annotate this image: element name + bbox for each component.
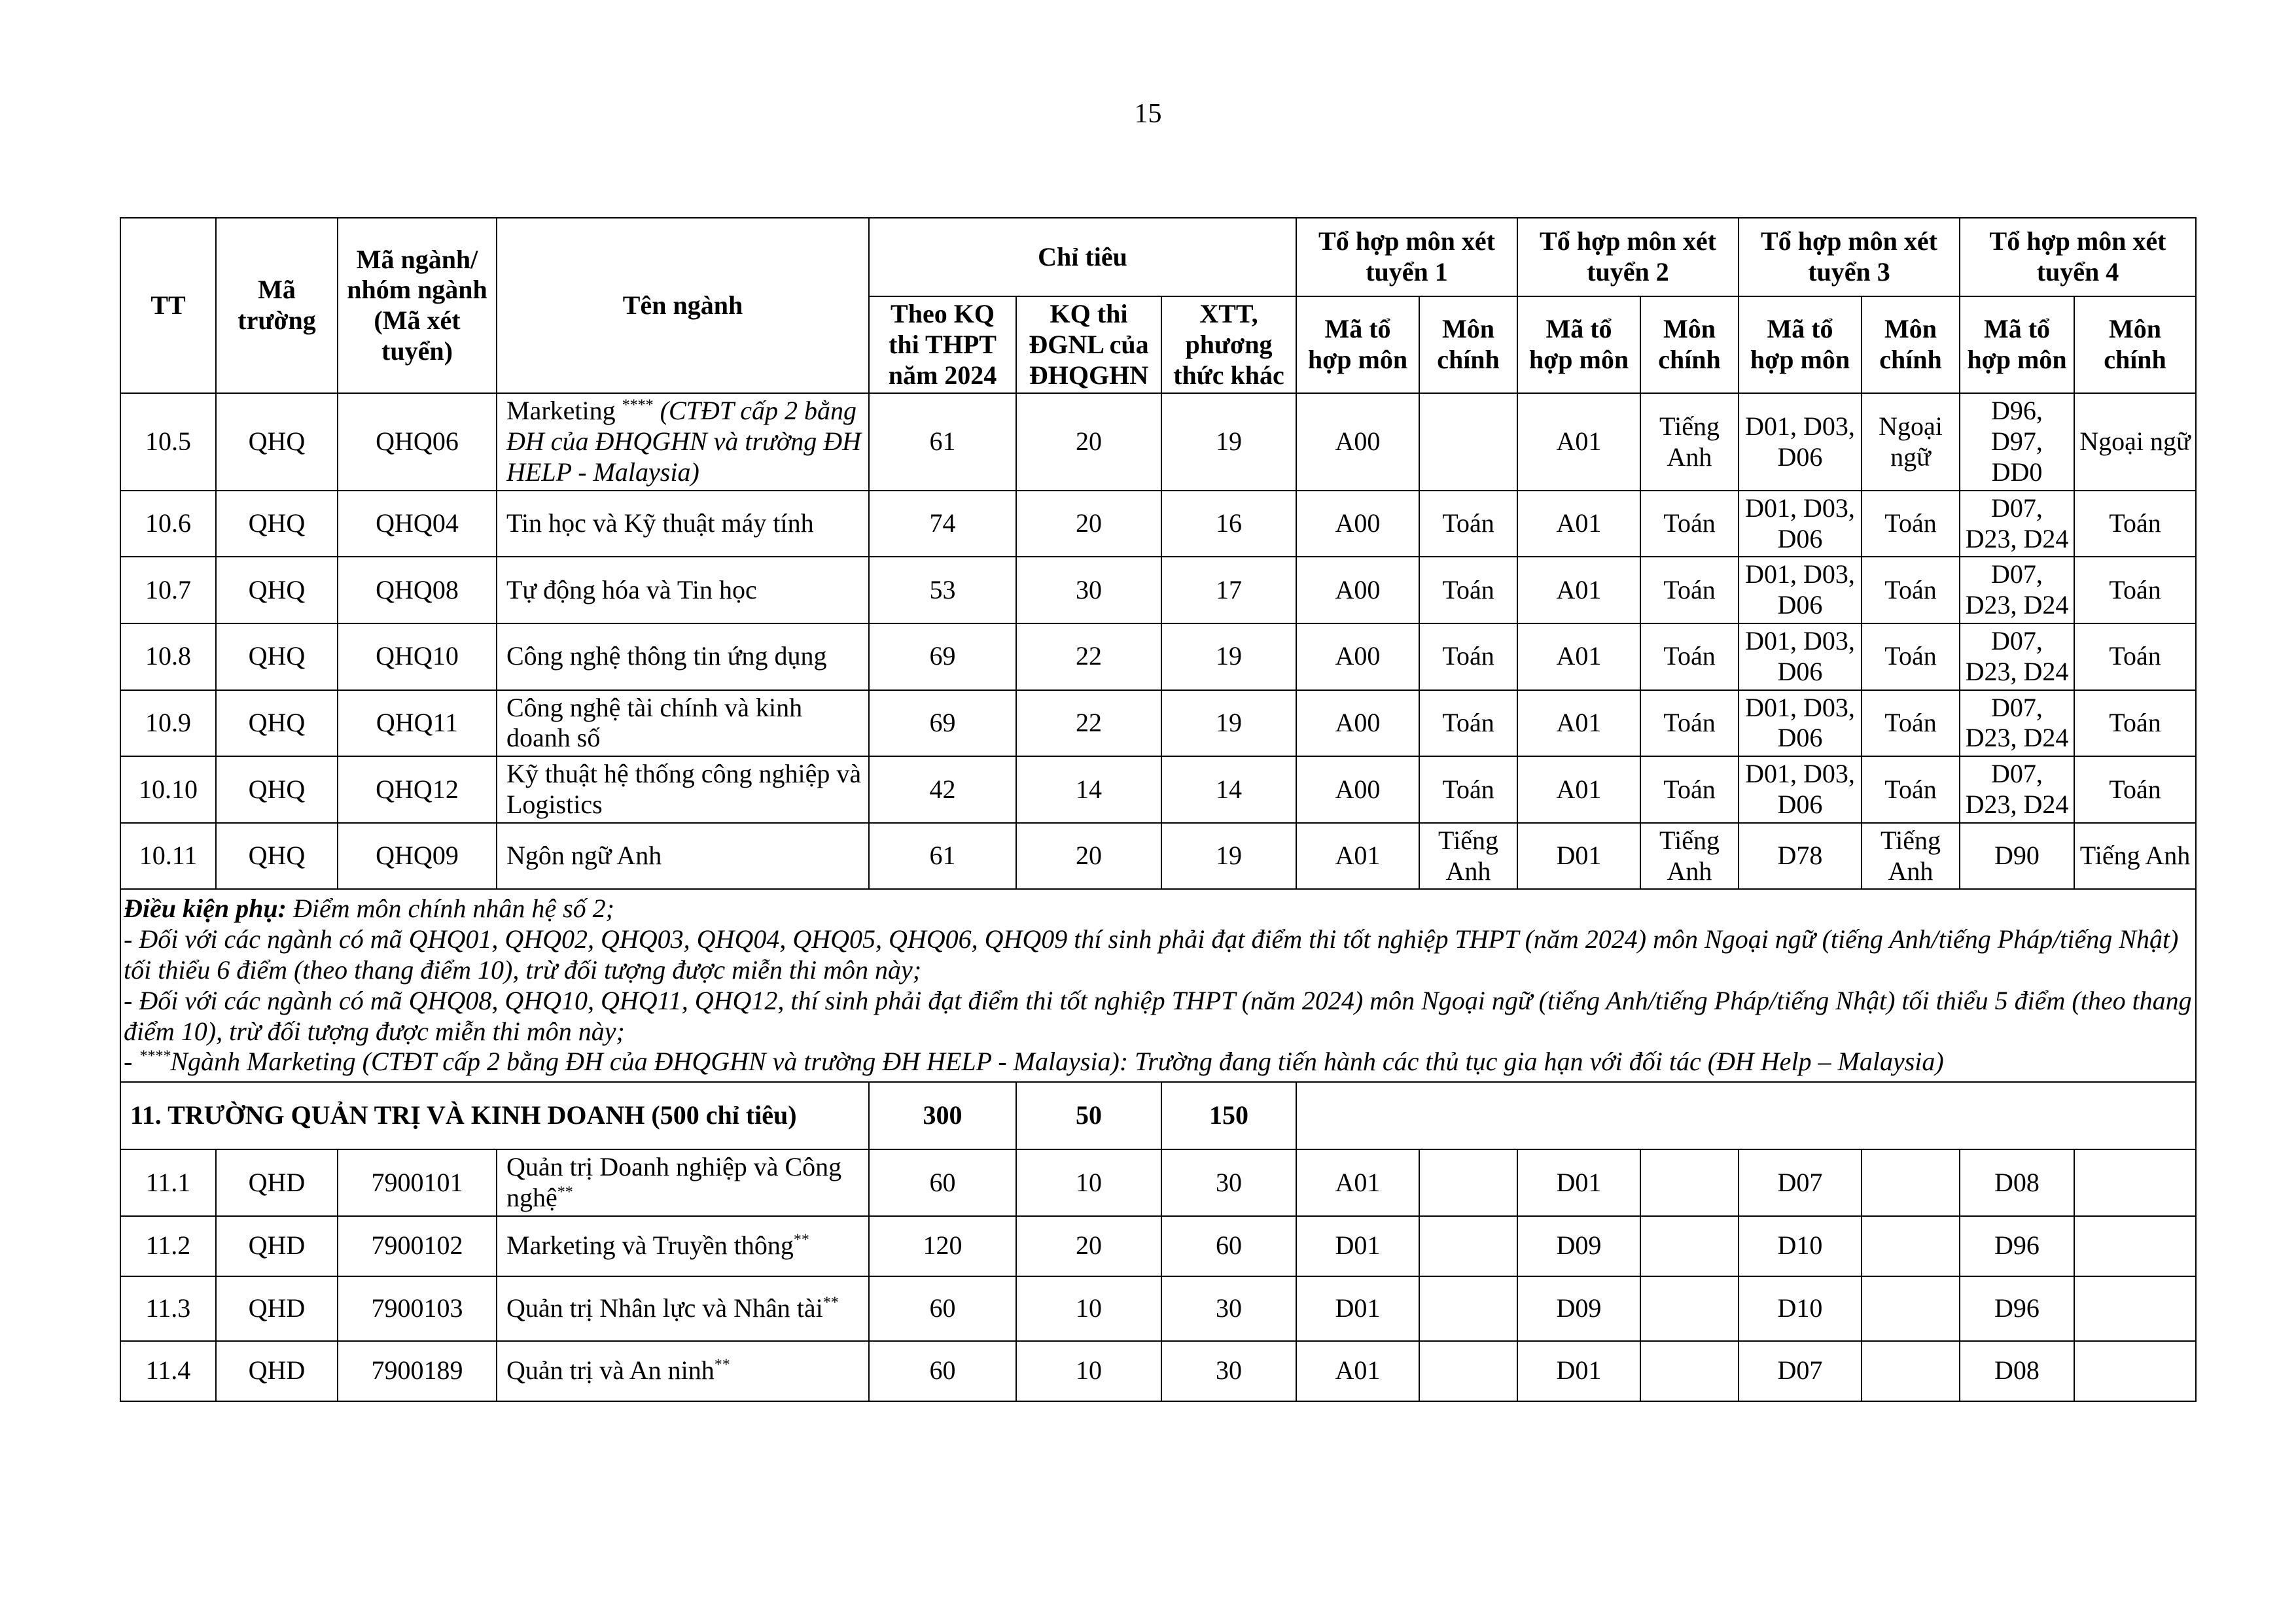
cell-combo-1: D01 xyxy=(1296,1216,1419,1276)
major-name-text: Quản trị Nhân lực và Nhân tài xyxy=(506,1293,823,1323)
notes-text: - xyxy=(124,1047,139,1077)
table-row xyxy=(120,823,2196,890)
cell-school: QHQ xyxy=(216,756,338,823)
header-quota-thpt: Theo KQ thi THPT năm 2024 xyxy=(869,296,1016,393)
header-main-subject: Môn chính xyxy=(2074,296,2196,393)
cell-tt: 10.6 xyxy=(120,491,216,557)
table-row xyxy=(120,491,2196,557)
cell-main-3 xyxy=(1862,1276,1960,1341)
cell-combo-4: D08 xyxy=(1960,1149,2074,1216)
cell-main-3: Tiếng Anh xyxy=(1862,823,1960,890)
header-main-subject: Môn chính xyxy=(1640,296,1739,393)
cell-combo-4: D07, D23, D24 xyxy=(1960,557,2074,623)
cell-combo-1: D01 xyxy=(1296,1276,1419,1341)
cell-major-name xyxy=(497,393,869,490)
cell-tt: 10.10 xyxy=(120,756,216,823)
cell-code: QHQ10 xyxy=(338,623,497,690)
section-row xyxy=(120,1082,2196,1149)
cell-tt: 11.3 xyxy=(120,1276,216,1341)
cell-combo-3: D10 xyxy=(1739,1276,1862,1341)
section-thpt: 300 xyxy=(869,1082,1016,1149)
cell-main-3: Toán xyxy=(1862,756,1960,823)
cell-major-name: Kỹ thuật hệ thống công nghiệp và Logistics xyxy=(497,756,869,823)
cell-combo-2: A01 xyxy=(1517,623,1640,690)
cell-main-2: Toán xyxy=(1640,690,1739,757)
cell-main-1 xyxy=(1419,1276,1517,1341)
table-row xyxy=(120,1149,2196,1216)
major-name-text: Quản trị Doanh nghiệp và Công nghệ xyxy=(506,1152,842,1212)
section-empty xyxy=(1296,1082,2196,1149)
cell-major-name xyxy=(497,1216,869,1276)
cell-xtt: 19 xyxy=(1161,690,1296,757)
footnote-mark: ** xyxy=(793,1231,809,1249)
notes-line: - Đối với các ngành có mã QHQ08, QHQ10, QHQ11, QHQ12, thí sinh phải đạt điểm thi tốt nghiệp THPT (năm 2024) môn Ngoại ngữ (tiếng Anh/tiếng Pháp/tiếng Nhật) tối thiểu 5 điểm (theo thang điểm 10), trừ đối tượng được miễn thi môn này; xyxy=(124,985,2192,1046)
footnote-mark: ** xyxy=(557,1183,573,1201)
cell-dgnl: 10 xyxy=(1016,1149,1161,1216)
cell-combo-2: D09 xyxy=(1517,1216,1640,1276)
cell-combo-4: D07, D23, D24 xyxy=(1960,623,2074,690)
cell-main-1: Toán xyxy=(1419,557,1517,623)
cell-major-name: Công nghệ tài chính và kinh doanh số xyxy=(497,690,869,757)
cell-main-1: Toán xyxy=(1419,491,1517,557)
header-combo-code: Mã tổ hợp môn xyxy=(1739,296,1862,393)
cell-xtt: 30 xyxy=(1161,1341,1296,1401)
notes-line xyxy=(124,894,2193,924)
cell-thpt: 60 xyxy=(869,1149,1016,1216)
cell-combo-4: D96 xyxy=(1960,1216,2074,1276)
cell-tt: 10.7 xyxy=(120,557,216,623)
cell-main-2: Toán xyxy=(1640,491,1739,557)
cell-code: QHQ04 xyxy=(338,491,497,557)
cell-main-4: Toán xyxy=(2074,491,2196,557)
cell-main-2 xyxy=(1640,1216,1739,1276)
cell-tt: 11.2 xyxy=(120,1216,216,1276)
cell-code: QHQ09 xyxy=(338,823,497,890)
cell-tt: 10.11 xyxy=(120,823,216,890)
cell-combo-4: D90 xyxy=(1960,823,2074,890)
cell-main-3: Toán xyxy=(1862,491,1960,557)
cell-main-3: Ngoại ngữ xyxy=(1862,393,1960,490)
cell-combo-4: D07, D23, D24 xyxy=(1960,690,2074,757)
section-xtt: 150 xyxy=(1161,1082,1296,1149)
cell-school: QHD xyxy=(216,1341,338,1401)
table-row xyxy=(120,393,2196,490)
notes-cell xyxy=(120,889,2196,1082)
cell-tt: 10.9 xyxy=(120,690,216,757)
cell-main-2: Toán xyxy=(1640,756,1739,823)
cell-main-3: Toán xyxy=(1862,623,1960,690)
cell-xtt: 14 xyxy=(1161,756,1296,823)
cell-dgnl: 10 xyxy=(1016,1341,1161,1401)
table-row xyxy=(120,756,2196,823)
cell-main-1 xyxy=(1419,1149,1517,1216)
cell-major-name: Tự động hóa và Tin học xyxy=(497,557,869,623)
cell-code: 7900189 xyxy=(338,1341,497,1401)
cell-combo-3: D10 xyxy=(1739,1216,1862,1276)
cell-main-3: Toán xyxy=(1862,557,1960,623)
header-quota-dgnl: KQ thi ĐGNL của ĐHQGHN xyxy=(1016,296,1161,393)
cell-combo-4: D96, D97, DD0 xyxy=(1960,393,2074,490)
cell-school: QHQ xyxy=(216,690,338,757)
cell-xtt: 30 xyxy=(1161,1149,1296,1216)
cell-main-2: Tiếng Anh xyxy=(1640,393,1739,490)
footnote-mark: ** xyxy=(822,1294,839,1312)
cell-main-3 xyxy=(1862,1149,1960,1216)
cell-combo-2: D01 xyxy=(1517,1149,1640,1216)
header-quota-xtt: XTT, phương thức khác xyxy=(1161,296,1296,393)
cell-combo-1: A00 xyxy=(1296,393,1419,490)
cell-combo-1: A01 xyxy=(1296,1341,1419,1401)
cell-combo-2: A01 xyxy=(1517,393,1640,490)
header-combo-code: Mã tổ hợp môn xyxy=(1517,296,1640,393)
cell-combo-1: A01 xyxy=(1296,823,1419,890)
table-row xyxy=(120,1216,2196,1276)
notes-row xyxy=(120,889,2196,1082)
cell-main-4 xyxy=(2074,1341,2196,1401)
cell-combo-3: D07 xyxy=(1739,1341,1862,1401)
cell-main-2: Toán xyxy=(1640,623,1739,690)
cell-xtt: 19 xyxy=(1161,393,1296,490)
cell-combo-1: A00 xyxy=(1296,756,1419,823)
header-combo-code: Mã tổ hợp môn xyxy=(1296,296,1419,393)
cell-dgnl: 30 xyxy=(1016,557,1161,623)
cell-combo-2: D09 xyxy=(1517,1276,1640,1341)
header-major-code: Mã ngành/ nhóm ngành (Mã xét tuyển) xyxy=(338,218,497,393)
cell-school: QHQ xyxy=(216,491,338,557)
cell-main-4 xyxy=(2074,1276,2196,1341)
cell-thpt: 120 xyxy=(869,1216,1016,1276)
cell-tt: 11.4 xyxy=(120,1341,216,1401)
cell-school: QHD xyxy=(216,1276,338,1341)
cell-combo-3: D01, D03, D06 xyxy=(1739,690,1862,757)
cell-main-1: Tiếng Anh xyxy=(1419,823,1517,890)
cell-dgnl: 14 xyxy=(1016,756,1161,823)
footnote-mark: **** xyxy=(622,397,654,415)
cell-combo-3: D01, D03, D06 xyxy=(1739,491,1862,557)
major-name-text: Marketing và Truyền thông xyxy=(506,1230,794,1261)
cell-combo-2: A01 xyxy=(1517,491,1640,557)
cell-main-4: Toán xyxy=(2074,756,2196,823)
cell-main-1: Toán xyxy=(1419,690,1517,757)
cell-thpt: 61 xyxy=(869,823,1016,890)
table-row xyxy=(120,557,2196,623)
cell-code: QHQ06 xyxy=(338,393,497,490)
cell-major-name xyxy=(497,1341,869,1401)
page-number: 15 xyxy=(1134,99,1162,129)
cell-main-4: Toán xyxy=(2074,623,2196,690)
notes-text: Ngành Marketing (CTĐT cấp 2 bằng ĐH của ĐHQGHN và trường ĐH HELP - Malaysia): Trường đang tiến hành các thủ tục gia hạn với đối tác (ĐH Help – Malaysia) xyxy=(170,1047,1944,1077)
notes-text: Điểm môn chính nhân hệ số 2; xyxy=(286,894,614,924)
cell-tt: 10.5 xyxy=(120,393,216,490)
cell-dgnl: 10 xyxy=(1016,1276,1161,1341)
cell-thpt: 60 xyxy=(869,1276,1016,1341)
cell-xtt: 17 xyxy=(1161,557,1296,623)
header-tt: TT xyxy=(120,218,216,393)
major-name-text: Quản trị và An ninh xyxy=(506,1355,715,1386)
header-combination-2: Tổ hợp môn xét tuyển 2 xyxy=(1517,218,1739,296)
major-name-text: Marketing xyxy=(506,396,616,426)
cell-major-name xyxy=(497,1149,869,1216)
cell-dgnl: 22 xyxy=(1016,623,1161,690)
cell-dgnl: 20 xyxy=(1016,393,1161,490)
cell-xtt: 19 xyxy=(1161,823,1296,890)
cell-code: QHQ08 xyxy=(338,557,497,623)
cell-combo-1: A00 xyxy=(1296,690,1419,757)
header-school-code: Mã trường xyxy=(216,218,338,393)
table-row xyxy=(120,1276,2196,1341)
cell-thpt: 74 xyxy=(869,491,1016,557)
cell-main-4 xyxy=(2074,1216,2196,1276)
cell-combo-2: A01 xyxy=(1517,756,1640,823)
cell-combo-3: D01, D03, D06 xyxy=(1739,756,1862,823)
cell-school: QHQ xyxy=(216,393,338,490)
major-name-note: (CTĐT cấp 2 bằng ĐH của ĐHQGHN và trường ĐH HELP - Malaysia) xyxy=(506,396,862,487)
cell-main-4: Toán xyxy=(2074,690,2196,757)
header-combination-3: Tổ hợp môn xét tuyển 3 xyxy=(1739,218,1960,296)
cell-tt: 11.1 xyxy=(120,1149,216,1216)
cell-main-4 xyxy=(2074,1149,2196,1216)
cell-major-name: Ngôn ngữ Anh xyxy=(497,823,869,890)
cell-main-2: Tiếng Anh xyxy=(1640,823,1739,890)
cell-main-1: Toán xyxy=(1419,756,1517,823)
cell-xtt: 19 xyxy=(1161,623,1296,690)
cell-xtt: 30 xyxy=(1161,1276,1296,1341)
header-major-name: Tên ngành xyxy=(497,218,869,393)
header-combo-code: Mã tổ hợp môn xyxy=(1960,296,2074,393)
cell-thpt: 60 xyxy=(869,1341,1016,1401)
cell-main-1 xyxy=(1419,393,1517,490)
cell-thpt: 69 xyxy=(869,623,1016,690)
header-main-subject: Môn chính xyxy=(1419,296,1517,393)
header-combination-1: Tổ hợp môn xét tuyển 1 xyxy=(1296,218,1517,296)
notes-line xyxy=(124,1047,2193,1077)
table-row xyxy=(120,1341,2196,1401)
cell-combo-4: D07, D23, D24 xyxy=(1960,756,2074,823)
cell-main-4: Ngoại ngữ xyxy=(2074,393,2196,490)
cell-code: 7900102 xyxy=(338,1216,497,1276)
header-main-subject: Môn chính xyxy=(1862,296,1960,393)
footnote-mark: **** xyxy=(139,1048,171,1065)
cell-combo-2: A01 xyxy=(1517,690,1640,757)
cell-combo-3: D78 xyxy=(1739,823,1862,890)
header-combination-4: Tổ hợp môn xét tuyển 4 xyxy=(1960,218,2196,296)
cell-main-2: Toán xyxy=(1640,557,1739,623)
cell-xtt: 16 xyxy=(1161,491,1296,557)
cell-main-3: Toán xyxy=(1862,690,1960,757)
cell-major-name: Công nghệ thông tin ứng dụng xyxy=(497,623,869,690)
footnote-mark: ** xyxy=(714,1356,730,1374)
cell-thpt: 69 xyxy=(869,690,1016,757)
cell-main-1 xyxy=(1419,1341,1517,1401)
cell-school: QHD xyxy=(216,1216,338,1276)
cell-code: QHQ11 xyxy=(338,690,497,757)
cell-thpt: 42 xyxy=(869,756,1016,823)
notes-line: - Đối với các ngành có mã QHQ01, QHQ02, QHQ03, QHQ04, QHQ05, QHQ06, QHQ09 thí sinh phải đạt điểm thi tốt nghiệp THPT (năm 2024) môn Ngoại ngữ (tiếng Anh/tiếng Pháp/tiếng Nhật) tối thiểu 6 điểm (theo thang điểm 10), trừ đối tượng được miễn thi môn này; xyxy=(124,924,2179,985)
cell-school: QHQ xyxy=(216,623,338,690)
cell-main-2 xyxy=(1640,1149,1739,1216)
cell-dgnl: 22 xyxy=(1016,690,1161,757)
cell-school: QHQ xyxy=(216,823,338,890)
cell-school: QHD xyxy=(216,1149,338,1216)
cell-dgnl: 20 xyxy=(1016,1216,1161,1276)
cell-code: QHQ12 xyxy=(338,756,497,823)
cell-combo-2: D01 xyxy=(1517,1341,1640,1401)
cell-combo-4: D96 xyxy=(1960,1276,2074,1341)
cell-school: QHQ xyxy=(216,557,338,623)
cell-thpt: 61 xyxy=(869,393,1016,490)
table-row xyxy=(120,690,2196,757)
cell-combo-1: A00 xyxy=(1296,623,1419,690)
notes-label: Điều kiện phụ: xyxy=(124,894,287,924)
cell-thpt: 53 xyxy=(869,557,1016,623)
cell-dgnl: 20 xyxy=(1016,823,1161,890)
cell-main-3 xyxy=(1862,1341,1960,1401)
section-dgnl: 50 xyxy=(1016,1082,1161,1149)
cell-major-name xyxy=(497,1276,869,1341)
cell-main-3 xyxy=(1862,1216,1960,1276)
cell-combo-1: A01 xyxy=(1296,1149,1419,1216)
cell-combo-4: D08 xyxy=(1960,1341,2074,1401)
cell-combo-2: D01 xyxy=(1517,823,1640,890)
cell-combo-1: A00 xyxy=(1296,557,1419,623)
cell-main-2 xyxy=(1640,1341,1739,1401)
cell-major-name: Tin học và Kỹ thuật máy tính xyxy=(497,491,869,557)
cell-main-4: Toán xyxy=(2074,557,2196,623)
section-title: 11. TRƯỜNG QUẢN TRỊ VÀ KINH DOANH (500 chỉ tiêu) xyxy=(120,1082,869,1149)
cell-combo-3: D07 xyxy=(1739,1149,1862,1216)
cell-code: 7900103 xyxy=(338,1276,497,1341)
cell-combo-3: D01, D03, D06 xyxy=(1739,623,1862,690)
cell-main-1: Toán xyxy=(1419,623,1517,690)
cell-combo-4: D07, D23, D24 xyxy=(1960,491,2074,557)
cell-xtt: 60 xyxy=(1161,1216,1296,1276)
cell-tt: 10.8 xyxy=(120,623,216,690)
cell-dgnl: 20 xyxy=(1016,491,1161,557)
admission-table xyxy=(120,217,2197,1402)
cell-combo-3: D01, D03, D06 xyxy=(1739,393,1862,490)
cell-combo-2: A01 xyxy=(1517,557,1640,623)
header-quota: Chỉ tiêu xyxy=(869,218,1296,296)
cell-code: 7900101 xyxy=(338,1149,497,1216)
cell-main-1 xyxy=(1419,1216,1517,1276)
cell-main-4: Tiếng Anh xyxy=(2074,823,2196,890)
cell-main-2 xyxy=(1640,1276,1739,1341)
cell-combo-1: A00 xyxy=(1296,491,1419,557)
cell-combo-3: D01, D03, D06 xyxy=(1739,557,1862,623)
table-row xyxy=(120,623,2196,690)
